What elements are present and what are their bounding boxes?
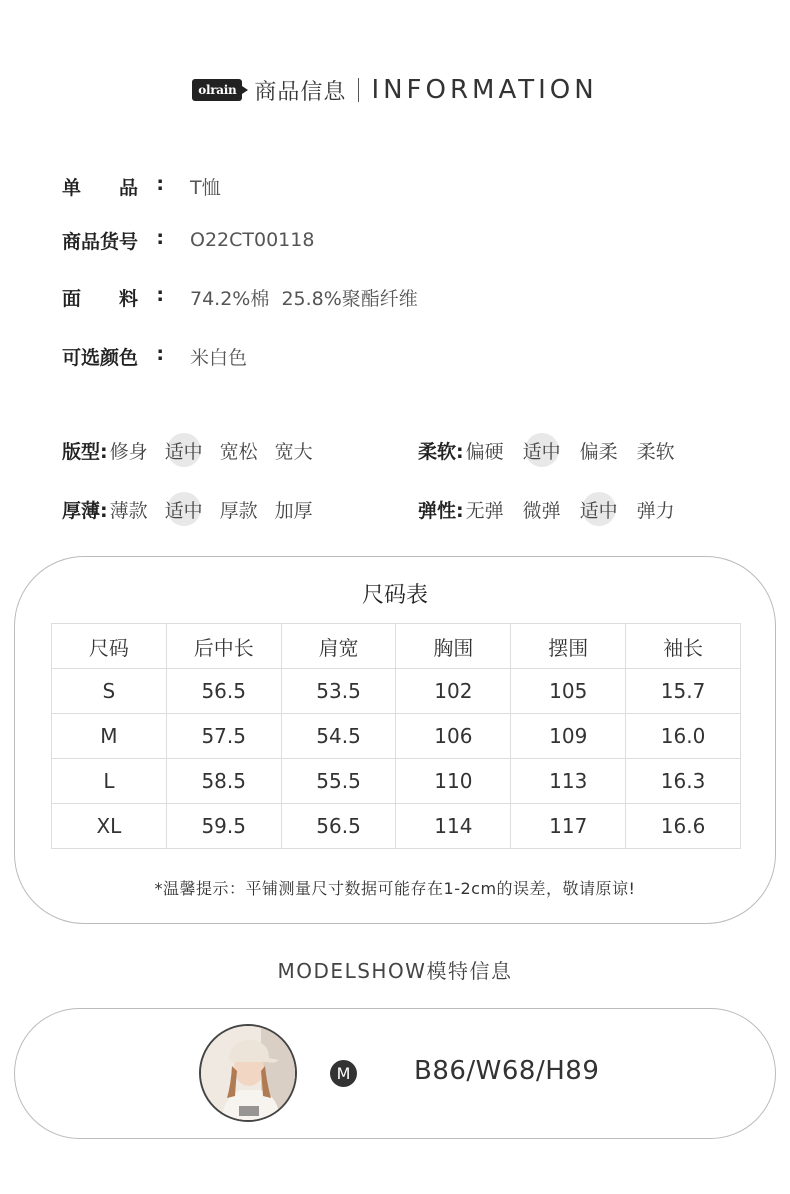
table-cell: 105 xyxy=(511,669,626,714)
attr-option: 宽大 xyxy=(274,440,313,463)
attr-option: 偏柔 xyxy=(579,440,618,463)
attr-option: 宽松 xyxy=(219,440,258,463)
table-header-cell: 袖长 xyxy=(626,624,741,669)
info-row-sku xyxy=(62,225,314,255)
attr-option: 偏硬 xyxy=(465,440,504,463)
table-row xyxy=(52,759,741,804)
info-row-fabric xyxy=(62,282,418,312)
table-cell: 54.5 xyxy=(281,714,396,759)
attr-option-selected: 适中 xyxy=(165,496,203,523)
attr-option: 加厚 xyxy=(274,499,313,522)
size-table xyxy=(51,623,741,849)
table-cell: S xyxy=(52,669,167,714)
table-cell: 55.5 xyxy=(281,759,396,804)
header-title-en: INFORMATION xyxy=(371,75,598,105)
size-chart-title: 尺码表 xyxy=(361,583,428,608)
table-cell: 109 xyxy=(511,714,626,759)
table-cell: 110 xyxy=(396,759,511,804)
table-cell: 102 xyxy=(396,669,511,714)
table-row xyxy=(52,669,741,714)
table-cell: 53.5 xyxy=(281,669,396,714)
attr-option-selected: 适中 xyxy=(165,437,203,464)
attr-thickness xyxy=(62,492,330,526)
attr-option: 微弹 xyxy=(522,499,561,522)
table-header-cell: 后中长 xyxy=(166,624,281,669)
table-cell: 56.5 xyxy=(281,804,396,849)
attr-softness xyxy=(418,433,692,467)
info-label: 可选颜色 : xyxy=(62,342,164,369)
brand-logo: olrain xyxy=(192,79,242,101)
table-cell: 16.3 xyxy=(626,759,741,804)
table-cell: 106 xyxy=(396,714,511,759)
table-cell: 57.5 xyxy=(166,714,281,759)
attr-label: 厚薄: xyxy=(62,499,108,522)
table-cell: M xyxy=(52,714,167,759)
table-header-cell: 摆围 xyxy=(511,624,626,669)
attr-option: 薄款 xyxy=(109,499,148,522)
info-value: T恤 xyxy=(190,176,221,199)
table-cell: 117 xyxy=(511,804,626,849)
header-divider xyxy=(358,78,359,102)
table-cell: XL xyxy=(52,804,167,849)
table-header-cell: 胸围 xyxy=(396,624,511,669)
table-cell: 16.0 xyxy=(626,714,741,759)
model-section-title: MODELSHOW模特信息 xyxy=(277,959,513,983)
info-row-color xyxy=(62,341,247,371)
attr-option: 柔软 xyxy=(636,440,675,463)
attr-option: 厚款 xyxy=(219,499,258,522)
attr-label: 柔软: xyxy=(418,440,464,463)
table-cell: 16.6 xyxy=(626,804,741,849)
info-row-item xyxy=(62,171,221,201)
table-cell: 113 xyxy=(511,759,626,804)
size-chart-note: *温馨提示：平铺测量尺寸数据可能存在1-2cm的误差，敬请原谅! xyxy=(154,879,636,898)
header-title-cn: 商品信息 xyxy=(254,79,347,105)
attr-elasticity xyxy=(418,492,692,526)
attr-option-selected: 适中 xyxy=(523,437,561,464)
table-cell: 59.5 xyxy=(166,804,281,849)
attr-option: 无弹 xyxy=(465,499,504,522)
attr-option-selected: 适中 xyxy=(580,496,618,523)
info-value: 74.2%棉 25.8%聚酯纤维 xyxy=(190,287,418,310)
table-cell: 15.7 xyxy=(626,669,741,714)
attr-option: 弹力 xyxy=(636,499,675,522)
table-header-cell: 肩宽 xyxy=(281,624,396,669)
info-label: 单 品 : xyxy=(62,172,164,199)
table-cell: 58.5 xyxy=(166,759,281,804)
model-measurements: B86/W68/H89 xyxy=(414,1056,600,1086)
table-cell: L xyxy=(52,759,167,804)
attr-label: 版型: xyxy=(62,440,108,463)
attr-option: 修身 xyxy=(109,440,148,463)
model-avatar xyxy=(199,1024,297,1122)
table-cell: 114 xyxy=(396,804,511,849)
attr-label: 弹性: xyxy=(418,499,464,522)
model-size-badge: M xyxy=(330,1060,357,1087)
section-header xyxy=(0,70,790,110)
table-header-row xyxy=(52,624,741,669)
info-value: 米白色 xyxy=(190,346,248,369)
info-label: 面 料 : xyxy=(62,283,164,310)
table-row xyxy=(52,804,741,849)
info-value: O22CT00118 xyxy=(190,229,315,251)
attr-fit xyxy=(62,433,330,467)
table-cell: 56.5 xyxy=(166,669,281,714)
model-photo-icon xyxy=(201,1026,297,1122)
table-row xyxy=(52,714,741,759)
table-header-cell: 尺码 xyxy=(52,624,167,669)
info-label: 商品货号 : xyxy=(62,226,164,253)
model-info-panel xyxy=(14,1008,776,1139)
